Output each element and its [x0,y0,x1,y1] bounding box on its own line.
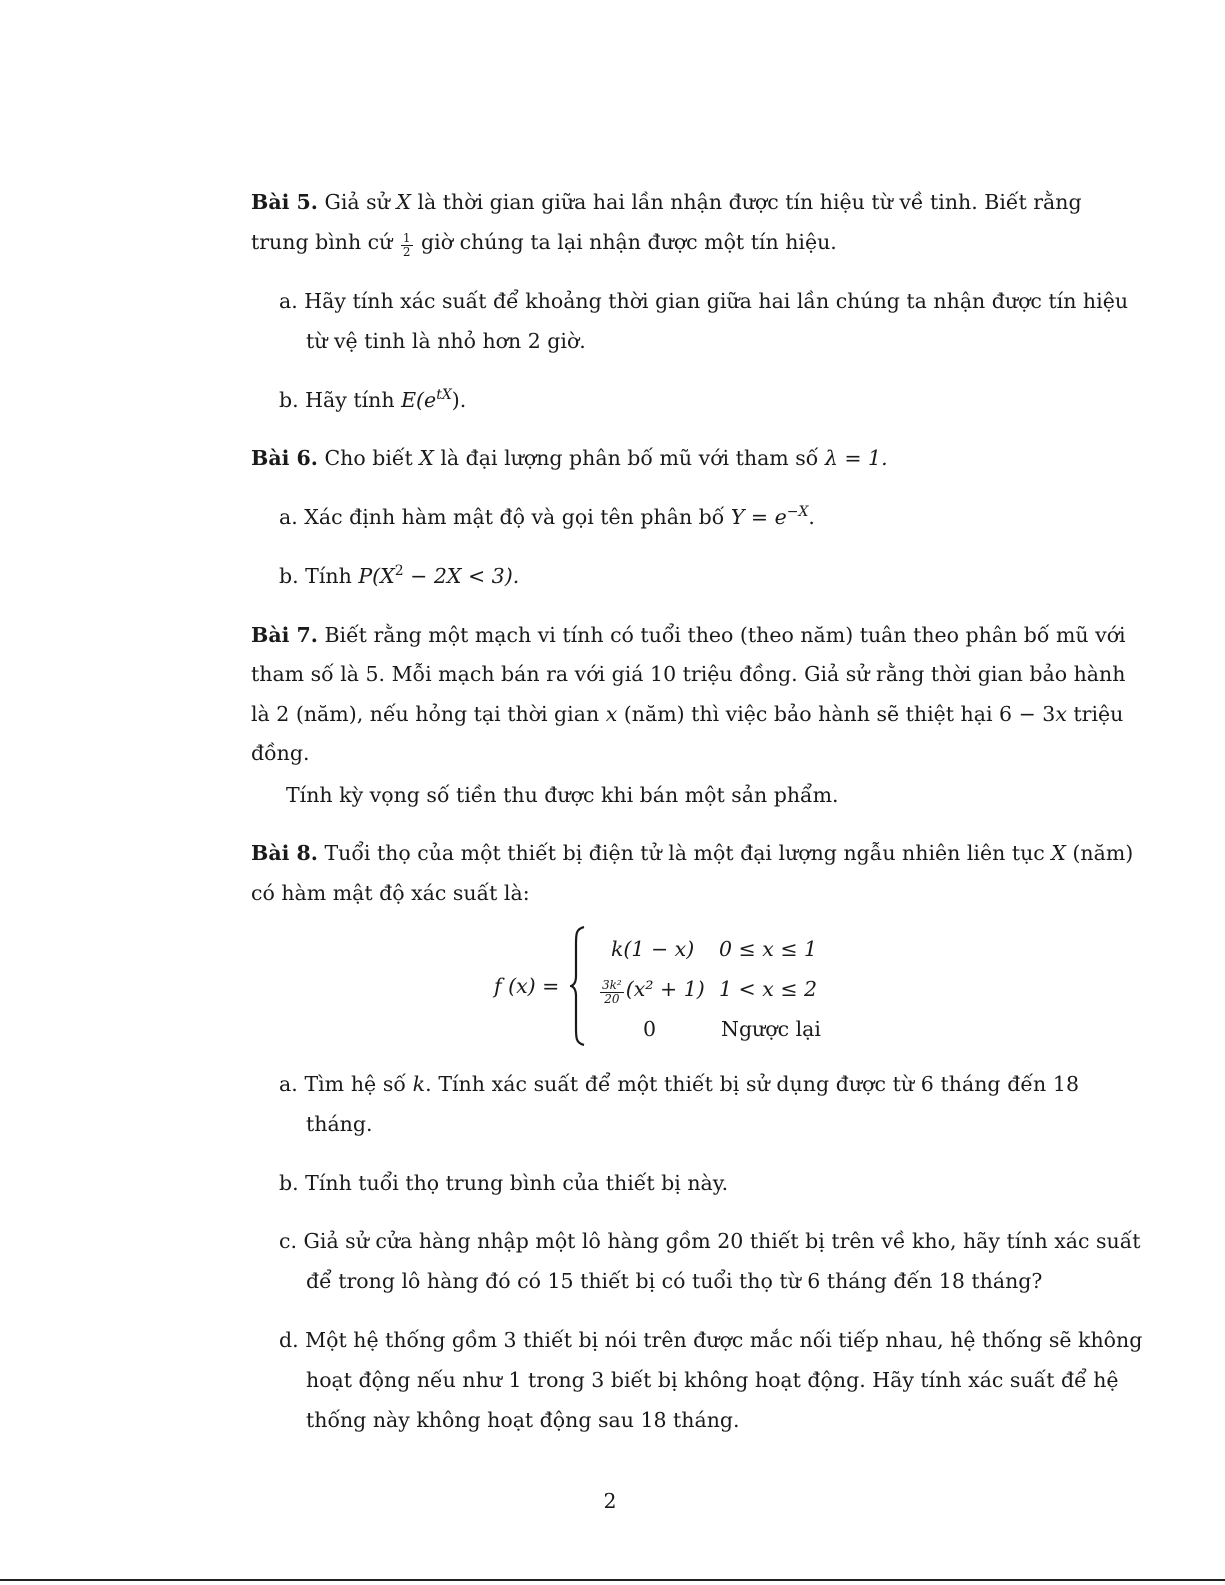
bai5-line1: Bài 5. Giả sử X là thời gian giữa hai lần nhận được tín hiệu từ về tinh. Biết rằng [251,190,1082,214]
bai6-item-a: a. Xác định hàm mật độ và gọi tên phân bố $Y = e^{-X}$. [279,504,815,529]
bai7-line4: đồng. [251,741,310,765]
bai8-line1: Bài 8. Tuổi thọ của một thiết bị điện tử là một đại lượng ngẫu nhiên liên tục X (năm) [251,841,1134,865]
bai7-line1: Bài 7. Biết rằng một mạch vi tính có tuổi theo (theo năm) tuân theo phân bố mũ với [251,623,1126,647]
case2-fraction: $\frac{\text{3k²}}{20}$ [602,978,622,1006]
bai6-title: Bài 6. [251,446,318,470]
page-number: 2 [603,1489,617,1513]
equation-lhs: f (x) = [494,974,560,998]
case3-condition: Ngược lại [721,1017,821,1041]
bai5-item-a-line2: từ vệ tinh là nhỏ hơn 2 giờ. [306,329,586,353]
bai8-item-c-line1: c. Giả sử cửa hàng nhập một lô hàng gồm 20 thiết bị trên về kho, hãy tính xác suất [279,1229,1141,1253]
case1-expression: k(1 − x) [611,937,695,961]
case3-expression: 0 [643,1017,657,1041]
bai6-line1: Bài 6. Cho biết X là đại lượng phân bố mũ với tham số λ = 1. [251,446,888,470]
case2-expression: $\frac{\text{3k²}}{20}$ (x² + 1) [602,977,705,1006]
bai8-item-d-line1: d. Một hệ thống gồm 3 thiết bị nói trên được mắc nối tiếp nhau, hệ thống sẽ không [279,1328,1143,1352]
case1-condition: 0 ≤ x ≤ 1 [719,937,818,961]
case2-condition: 1 < x ≤ 2 [719,977,818,1001]
bai7-line2: tham số là 5. Mỗi mạch bán ra với giá 10 triệu đồng. Giả sử rằng thời gian bảo hành [251,662,1126,686]
bai8-item-d-line3: thống này không hoạt động sau 18 tháng. [306,1408,740,1432]
bai7-title: Bài 7. [251,623,318,647]
one-half-fraction: $\frac{1}{2}$ [402,231,411,259]
bai7-line3: là 2 (năm), nếu hỏng tại thời gian x (năm) thì việc bảo hành sẽ thiệt hại 6 − 3x triệu [251,702,1124,726]
bai7-line5: Tính kỳ vọng số tiền thu được khi bán một sản phẩm. [286,783,839,807]
bai5-line2: trung bình cứ $\frac{1}{2}$ giờ chúng ta lại nhận được một tín hiệu. [251,230,837,259]
bai8-item-d-line2: hoạt động nếu như 1 trong 3 biết bị không hoạt động. Hãy tính xác suất để hệ [306,1368,1119,1392]
bai8-item-c-line2: để trong lô hàng đó có 15 thiết bị có tuổi thọ từ 6 tháng đến 18 tháng? [306,1269,1043,1293]
bai5-title: Bài 5. [251,190,318,214]
bai8-line2: có hàm mật độ xác suất là: [251,881,530,905]
bai5-item-b: b. Hãy tính $E(e^{tX})$. [279,387,467,412]
bai8-title: Bài 8. [251,841,318,865]
bai8-item-a-line2: tháng. [306,1112,373,1136]
bottom-divider [0,1579,1225,1581]
left-brace [570,926,586,1046]
bai8-item-b: b. Tính tuổi thọ trung bình của thiết bị này. [279,1171,729,1195]
bai5-item-a-line1: a. Hãy tính xác suất để khoảng thời gian giữa hai lần chúng ta nhận được tín hiệu [279,289,1129,313]
bai6-item-b: b. Tính $P(X^2 - 2X < 3)$. [279,563,520,588]
bai8-item-a-line1: a. Tìm hệ số k. Tính xác suất để một thiết bị sử dụng được từ 6 tháng đến 18 [279,1072,1079,1096]
